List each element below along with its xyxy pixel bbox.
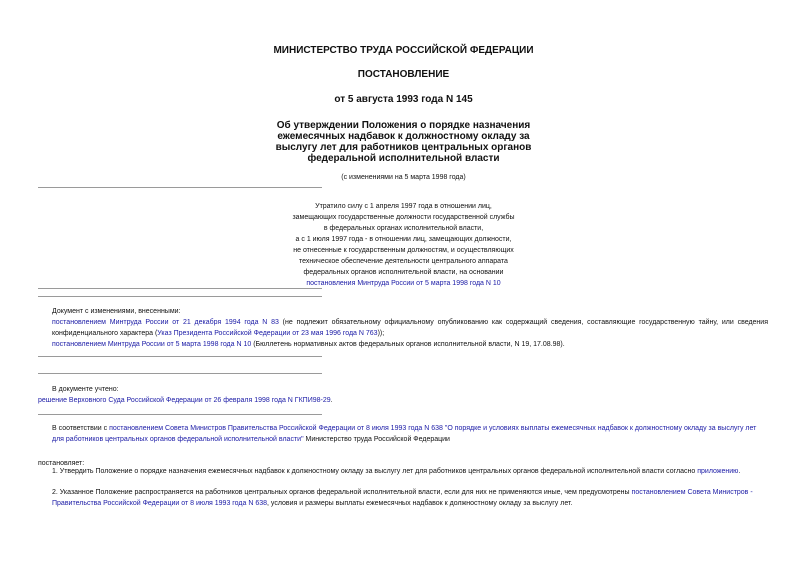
title-line: федеральной исполнительной власти: [307, 153, 500, 164]
lapsed-basis-link[interactable]: постановления Минтруда России от 5 марта 1998 года N 10: [306, 280, 501, 287]
considered-end: .: [330, 397, 333, 404]
government-resolution-638-link[interactable]: постановлением Совета Министров - Правительства Российской Федерации от 8 июля 1993 года N 638: [52, 489, 753, 507]
divider: [38, 296, 322, 297]
divider: [38, 373, 322, 374]
considered-block: [38, 384, 768, 406]
amendment-link-1998[interactable]: постановлением Минтруда России от 5 марта 1998 года N 10: [52, 341, 252, 348]
lapsed-line: техническое обеспечение деятельности центрального аппарата: [299, 258, 508, 265]
divider: [38, 288, 322, 289]
government-resolution-link[interactable]: постановлением Совета Министров Правительства Российской Федерации от 8 июля 1993 года N 638 "О порядке и условиях выплаты ежемесячных надбавок к должностному окладу за выслугу лет для работников центральных органов федеральной исполнительной власти": [52, 425, 757, 443]
point-1-text: 1. Утвердить Положение о порядке назначения ежемесячных надбавок к должностному окладу за выслугу лет для работников центральных органов федеральной исполнительной власти согласно: [52, 468, 698, 475]
preamble-prefix: В соответствии с: [52, 425, 110, 432]
preamble-suffix: Министерство труда Российской Федерации: [303, 436, 450, 443]
lapsed-line: Утратило силу с 1 апреля 1997 года в отношении лиц,: [315, 203, 492, 210]
resolves-label: постановляет:: [38, 460, 85, 467]
amendment-note: (не подлежит обязательному официальному опубликованию как содержащий сведения, составляющие государственную тайну, или сведения конфиденциального характера (: [52, 319, 768, 337]
divider: [38, 187, 322, 188]
title-line: Об утверждении Положения о порядке назначения: [276, 120, 531, 131]
supreme-court-decision-link[interactable]: решение Верховного Суда Российской Федерации от 26 февраля 1998 года N ГКПИ98-29: [38, 397, 331, 404]
point-1-end: .: [738, 468, 741, 475]
divider: [38, 356, 322, 357]
changes-block: [38, 306, 768, 350]
document-title: [240, 120, 567, 164]
point-2-text: 2. Указанное Положение распространяется на работников центральных органов федеральной исполнительной власти, если для них не применяются иные, чем предусмотрены: [52, 489, 632, 496]
point-2: [38, 487, 768, 509]
lapsed-line: замещающих государственные должности государственной службы: [292, 214, 515, 221]
changes-item: [38, 317, 768, 339]
considered-heading: В документе учтено:: [52, 386, 119, 393]
lapsed-line: федеральных органов исполнительной власти, на основании: [303, 269, 504, 276]
divider: [38, 414, 322, 415]
amendment-link-1994[interactable]: постановлением Минтруда России от 21 декабря 1994 года N 83: [52, 319, 279, 326]
ministry-heading: МИНИСТЕРСТВО ТРУДА РОССИЙСКОЙ ФЕДЕРАЦИИ: [273, 45, 534, 56]
document-date-number: от 5 августа 1993 года N 145: [334, 94, 473, 105]
amended-note: (с изменениями на 5 марта 1998 года): [341, 174, 466, 181]
changes-heading: Документ с изменениями, внесенными:: [52, 308, 181, 315]
amendment-note: (Бюллетень нормативных актов федеральных органов исполнительной власти, N 19, 17.08.98).: [251, 341, 565, 348]
document-type: ПОСТАНОВЛЕНИЕ: [357, 69, 450, 80]
appendix-link[interactable]: приложению: [697, 468, 739, 475]
title-line: выслугу лет для работников центральных органов: [275, 142, 532, 153]
preamble: [38, 423, 768, 445]
lapsed-line: а с 1 июля 1997 года - в отношении лиц, замещающих должности,: [295, 236, 512, 243]
point-2-end: , условия и размеры выплаты ежемесячных надбавок к должностному окладу за выслугу лет.: [267, 500, 573, 507]
title-line: ежемесячных надбавок к должностному окладу за: [277, 131, 530, 142]
lapsed-line: не отнесенные к государственным должностям, и осуществляющих: [293, 247, 514, 254]
lapsed-notice: [240, 201, 567, 289]
changes-item: [38, 339, 768, 350]
amendment-note-end: ));: [377, 330, 385, 337]
lapsed-line: в федеральных органах исполнительной власти,: [323, 225, 484, 232]
point-1: [38, 466, 768, 477]
presidential-decree-link[interactable]: Указ Президента Российской Федерации от 23 мая 1996 года N 763: [157, 330, 378, 337]
